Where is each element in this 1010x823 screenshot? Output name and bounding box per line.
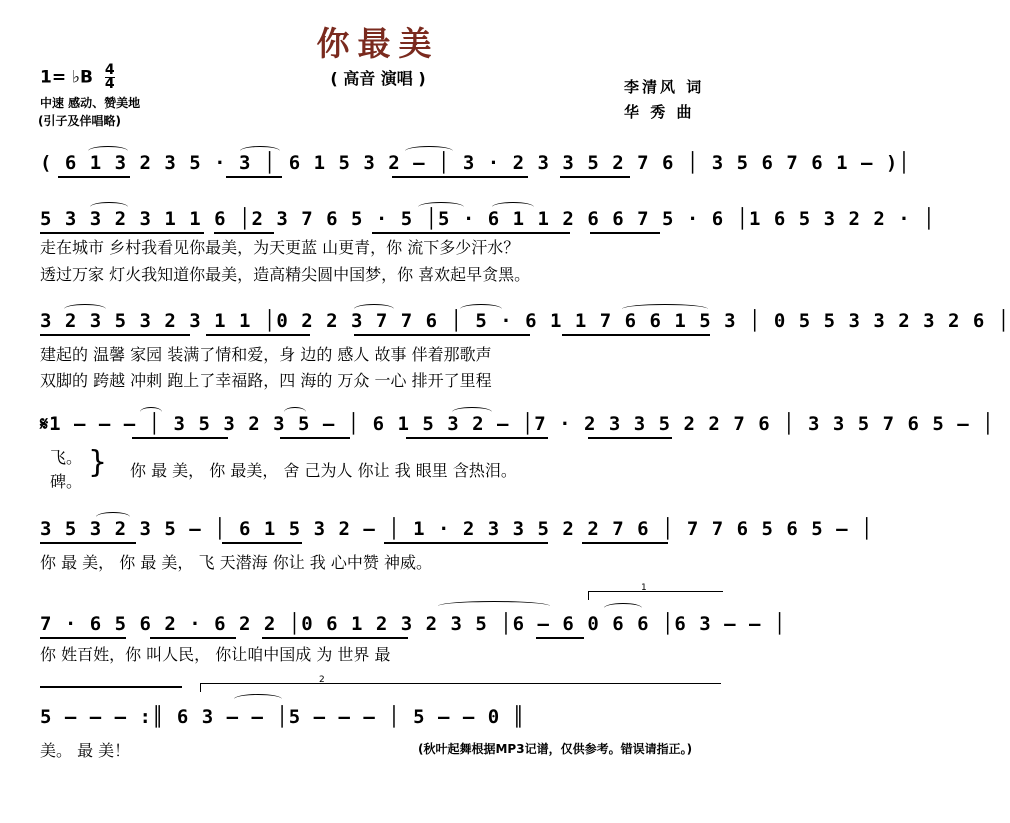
beam — [406, 437, 548, 439]
beam — [222, 542, 302, 544]
time-signature — [105, 64, 115, 91]
score-line-7: 5 – – – :║ 6 3 – – │5 – – – │ 5 – – 0 ║ — [40, 706, 526, 728]
beam — [384, 542, 548, 544]
score-line-1: ( 6 1 3 2 3 5 · 3 │ 6 1 5 3 2 – │ 3 · 2 3 3 5 2 7 6 │ 3 5 6 7 6 1 – )│ — [40, 152, 911, 174]
omit-note: (引子及伴唱略) — [38, 114, 121, 128]
lyric-5a: 你 最 美， 你 最 美， 飞 天潜海 你让 我 心中赞 神威。 — [40, 553, 432, 572]
score-line-5: 3 5 3 2 3 5 – │ 6 1 5 3 2 – │ 1 · 2 3 3 5 2 2 7 6 │ 7 7 6 5 6 5 – │ — [40, 518, 874, 540]
beam — [206, 334, 310, 336]
beam — [58, 176, 130, 178]
lyric-6a: 你 姓百姓，你 叫人民， 你让咱中国成 为 世界 最 — [40, 645, 391, 664]
beam — [226, 176, 282, 178]
volta-1-label: 1 — [641, 583, 647, 593]
tie — [96, 512, 130, 522]
tie — [604, 603, 642, 613]
beam — [354, 334, 530, 336]
tie — [88, 146, 128, 156]
lyric-2a: 走在城市 乡村我看见你最美，为天更蓝 山更青，你 流下多少汗水？ — [40, 238, 520, 257]
tie — [452, 407, 492, 417]
verse-brace: } — [88, 445, 108, 480]
beam — [150, 637, 236, 639]
beam — [40, 334, 190, 336]
volta-2-label: 2 — [319, 675, 325, 685]
score-line-4: 𝄋1 – – – │ 3 5 3 2 3 5 – │ 6 1 5 3 2 – │7 · 2 3 3 5 2 2 7 6 │ 3 3 5 7 6 5 – │ — [40, 413, 995, 435]
tie — [418, 202, 464, 212]
lyric-4c: 你 最 美， 你 最美， 舍 己为人 你让 我 眼里 含热泪。 — [130, 461, 517, 480]
tempo-note: 中速 感动、赞美地 — [40, 96, 141, 110]
song-title: 你最美 — [316, 24, 440, 63]
tie — [405, 146, 453, 156]
beam — [562, 334, 710, 336]
volta-2-bracket — [200, 675, 721, 692]
tie — [492, 202, 534, 212]
time-bottom: 4 — [104, 76, 115, 92]
beam — [372, 232, 570, 234]
performer-subtitle: ( 高音 演唱 ) — [330, 69, 426, 88]
tie — [90, 202, 128, 212]
tie — [460, 304, 502, 314]
tie — [622, 304, 708, 314]
beam — [40, 637, 126, 639]
tie — [240, 146, 280, 156]
score-line-3: 3 2 3 5 3 2 3 1 1 │0 2 2 3 7 7 6 │ 5 · 6 1 1 7 6 6 1 5 3 │ 0 5 5 3 3 2 3 2 6 │ — [40, 310, 1010, 332]
footnote: (秋叶起舞根据MP3记谱，仅供参考。错误请指正。) — [418, 742, 693, 756]
beam — [214, 232, 274, 234]
beam — [582, 542, 668, 544]
beam — [392, 176, 528, 178]
tie — [438, 601, 550, 611]
beam — [40, 542, 136, 544]
score-line-2: 5 3 3 2 3 1 1 6 │2 3 7 6 5 · 5 │5 · 6 1 1 2 6 6 7 5 · 6 │1 6 5 3 2 2 · │ — [40, 208, 936, 230]
time-top: 4 — [104, 62, 115, 78]
lyric-3b: 双脚的 跨越 冲刺 跑上了幸福路，四 海的 万众 一心 排开了里程 — [40, 371, 492, 390]
beam — [590, 232, 660, 234]
beam — [262, 637, 408, 639]
beam — [132, 437, 228, 439]
lyric-4b: 碑。 — [50, 472, 83, 491]
key-text: 1= ♭B — [40, 67, 93, 88]
composer: 华 秀 曲 — [624, 103, 695, 121]
lyric-4a: 飞。 — [50, 448, 83, 467]
lyric-2b: 透过万家 灯火我知道你最美，造高精尖圆中国梦，你 喜欢起早贪黑。 — [40, 265, 531, 284]
lyric-7a: 美。 最 美！ — [40, 741, 131, 760]
tie — [234, 694, 282, 704]
tie — [354, 304, 394, 314]
tie — [284, 407, 306, 417]
volta-1-bracket — [588, 583, 723, 600]
beam — [536, 637, 584, 639]
beam — [588, 437, 672, 439]
volta-rule-left — [40, 686, 182, 688]
lyric-3a: 建起的 温馨 家园 装满了情和爱，身 边的 感人 故事 伴着那歌声 — [40, 345, 492, 364]
tie — [140, 407, 162, 417]
beam — [560, 176, 630, 178]
tie — [64, 304, 106, 314]
key-signature — [40, 64, 115, 91]
lyricist: 李清风 词 — [624, 78, 705, 96]
score-line-6: 7 · 6 5 6 2 · 6 2 2 │0 6 1 2 3 2 3 5 │6 – 6 0 6 6 │6 3 – – │ — [40, 613, 787, 635]
beam — [40, 232, 204, 234]
beam — [280, 437, 350, 439]
